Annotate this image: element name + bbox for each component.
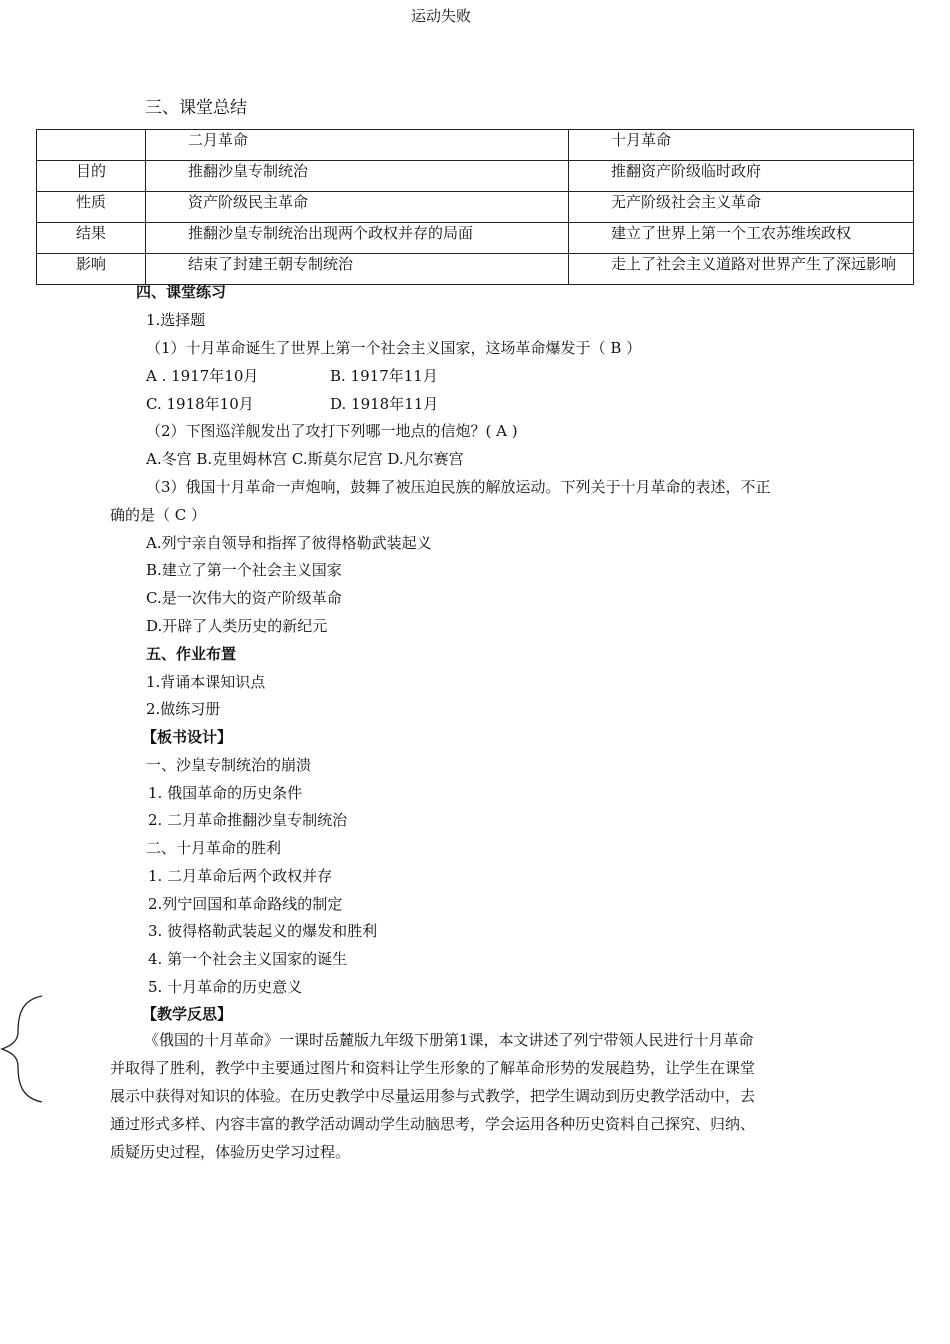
section4-title: 四、课堂练习	[136, 283, 227, 301]
table-cell: 推翻沙皇专制统治	[146, 161, 569, 192]
q2-stem: （2）下图巡洋舰发出了攻打下列哪一地点的信炮？( A )	[146, 422, 518, 440]
board-design-title: 【板书设计】	[142, 728, 233, 746]
board-item: 3. 彼得格勒武装起义的爆发和胜利	[148, 922, 378, 940]
q3-option-c: C.是一次伟大的资产阶级革命	[146, 589, 342, 607]
table-row	[37, 223, 914, 254]
q1-option-c: C. 1918年10月	[146, 395, 254, 413]
table-cell: 影响	[37, 254, 146, 285]
table-row	[37, 161, 914, 192]
table-cell: 推翻沙皇专制统治出现两个政权并存的局面	[146, 223, 569, 254]
q1-option-b: B. 1917年11月	[330, 367, 438, 385]
table-cell: 资产阶级民主革命	[146, 192, 569, 223]
board-item: 2. 二月革命推翻沙皇专制统治	[148, 811, 348, 829]
q3-stem-line2: 确的是（ C ）	[110, 506, 207, 524]
choice-heading: 1.选择题	[146, 311, 206, 329]
board-item: 4. 第一个社会主义国家的诞生	[148, 950, 348, 968]
table-header-cell: 十月革命	[569, 130, 914, 161]
running-header: 运动失败	[411, 7, 472, 25]
table-cell: 性质	[37, 192, 146, 223]
board-part1-title: 一、沙皇专制统治的崩溃	[146, 756, 312, 774]
summary-table	[36, 129, 914, 285]
homework-item: 1.背诵本课知识点	[146, 673, 266, 691]
board-item: 1. 俄国革命的历史条件	[148, 784, 303, 802]
q3-option-a: A.列宁亲自领导和指挥了彼得格勒武装起义	[146, 534, 432, 552]
reflection-paragraph	[110, 1026, 840, 1166]
reflection-line: 展示中获得对知识的体验。在历史教学中尽量运用参与式教学，把学生调动到历史教学活动中，去	[110, 1087, 756, 1105]
board-item: 1. 二月革命后两个政权并存	[148, 867, 333, 885]
board-part2-title: 二、十月革命的胜利	[146, 839, 282, 857]
reflection-line: 并取得了胜利，教学中主要通过图片和资料让学生形象的了解革命形势的发展趋势，让学生在课堂	[110, 1059, 756, 1077]
q3-stem-line1: （3）俄国十月革命一声炮响，鼓舞了被压迫民族的解放运动。下列关于十月革命的表述，不正	[146, 478, 771, 496]
table-cell: 无产阶级社会主义革命	[569, 192, 914, 223]
reflection-line: 《俄国的十月革命》一课时岳麓版九年级下册第1课，本文讲述了列宁带领人民进行十月革命	[144, 1031, 754, 1049]
section3-title: 三、课堂总结	[145, 98, 247, 118]
table-cell: 建立了世界上第一个工农苏维埃政权	[569, 223, 914, 254]
board-item: 5. 十月革命的历史意义	[148, 978, 303, 996]
reflection-title: 【教学反思】	[142, 1005, 233, 1023]
q3-option-b: B.建立了第一个社会主义国家	[146, 561, 342, 579]
table-cell: 目的	[37, 161, 146, 192]
q2-options: A.冬宫 B.克里姆林宫 C.斯莫尔尼宫 D.凡尔赛宫	[146, 450, 464, 468]
curly-brace-icon	[0, 994, 50, 1104]
q3-option-d: D.开辟了人类历史的新纪元	[146, 617, 328, 635]
table-row	[37, 254, 914, 285]
q1-option-a: A . 1917年10月	[146, 367, 259, 385]
q1-stem: （1）十月革命诞生了世界上第一个社会主义国家，这场革命爆发于（ B ）	[146, 339, 642, 357]
table-row	[37, 192, 914, 223]
reflection-line: 通过形式多样、内容丰富的教学活动调动学生动脑思考，学会运用各种历史资料自己探究、归纳、	[110, 1115, 756, 1133]
section5-title: 五、作业布置	[146, 645, 237, 663]
table-header-row	[37, 130, 914, 161]
table-cell: 结果	[37, 223, 146, 254]
table-cell: 推翻资产阶级临时政府	[569, 161, 914, 192]
board-item: 2.列宁回国和革命路线的制定	[148, 895, 343, 913]
reflection-line: 质疑历史过程，体验历史学习过程。	[110, 1143, 351, 1161]
table-header-cell: 二月革命	[146, 130, 569, 161]
table-cell: 走上了社会主义道路对世界产生了深远影响	[569, 254, 914, 285]
table-header-cell	[37, 130, 146, 161]
homework-item: 2.做练习册	[146, 700, 221, 718]
table-cell: 结束了封建王朝专制统治	[146, 254, 569, 285]
q1-option-d: D. 1918年11月	[330, 395, 439, 413]
